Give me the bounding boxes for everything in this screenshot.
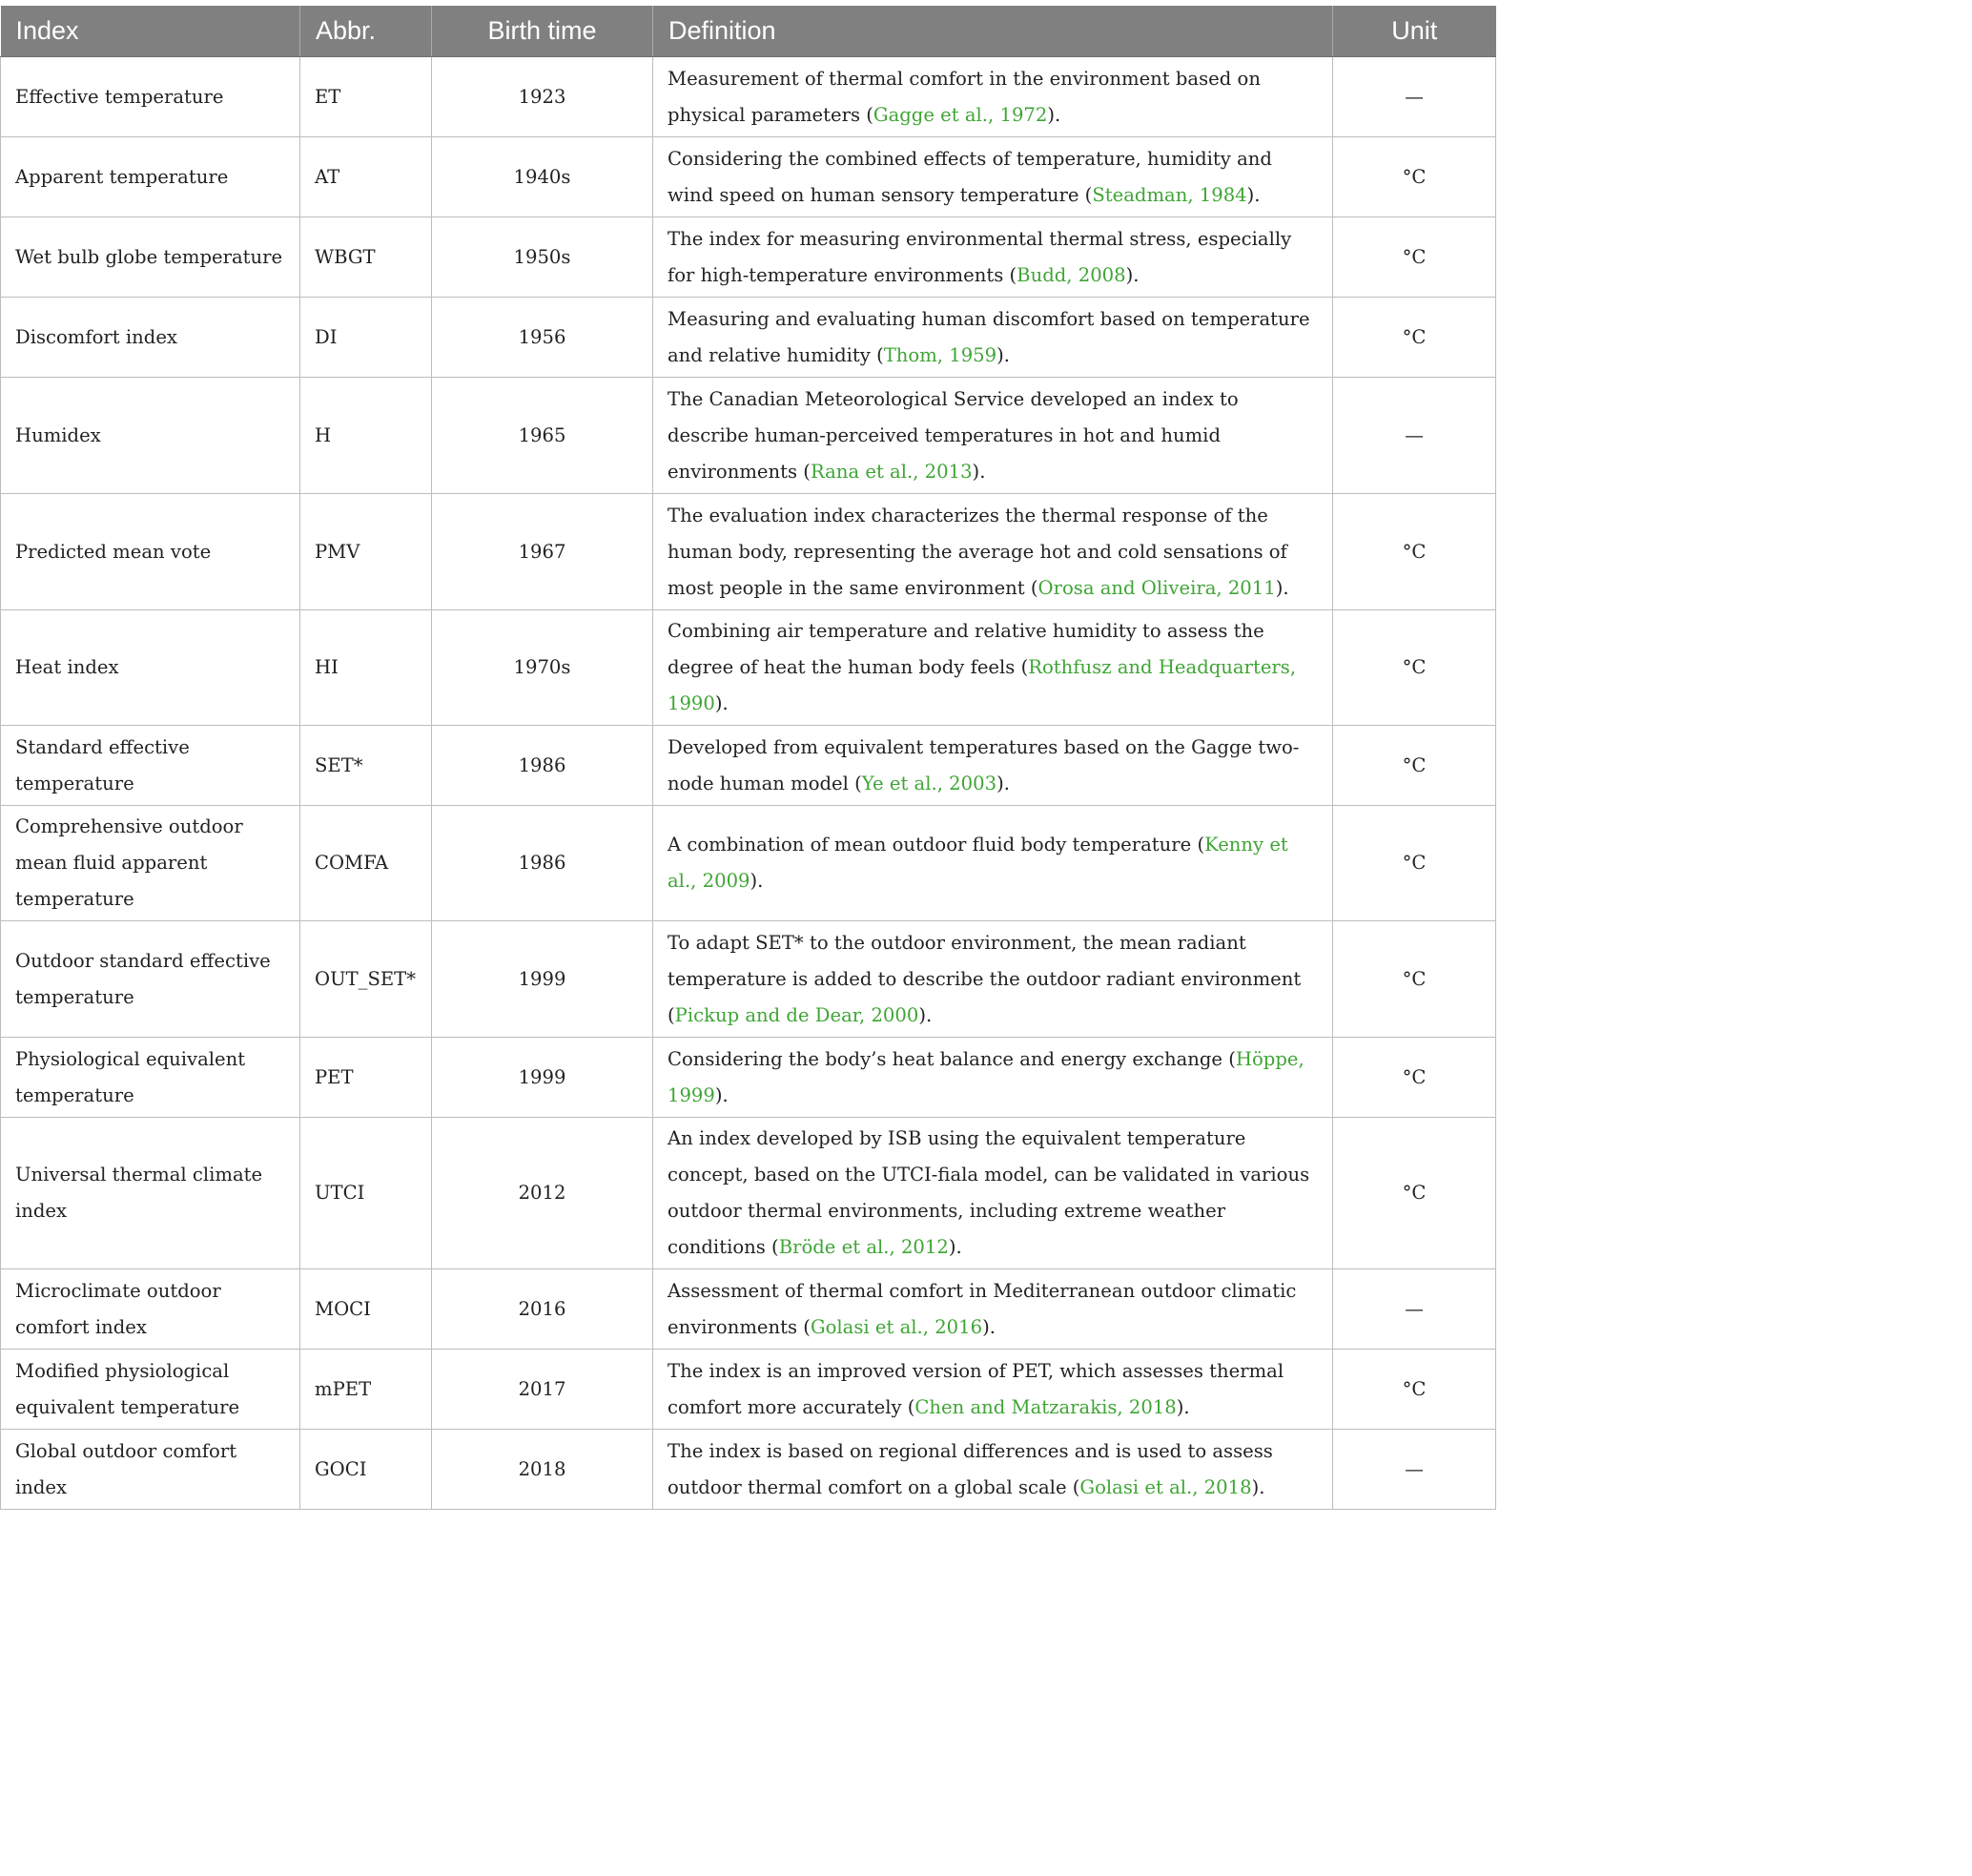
cell-unit: °C bbox=[1333, 726, 1496, 806]
cell-birth-time: 2018 bbox=[432, 1430, 653, 1510]
citation-link[interactable]: Pickup and de Dear, 2000 bbox=[674, 1003, 919, 1026]
table-row bbox=[1, 137, 1496, 217]
cell-abbr: MOCI bbox=[300, 1269, 432, 1350]
cell-index: Effective temperature bbox=[1, 57, 300, 137]
cell-birth-time: 1999 bbox=[432, 1038, 653, 1118]
table-header bbox=[1, 6, 1496, 57]
cell-birth-time: 1967 bbox=[432, 494, 653, 610]
definition-text: Combining air temperature and relative humidity to assess the degree of heat the human body feels ( bbox=[668, 620, 1264, 678]
cell-birth-time: 1923 bbox=[432, 57, 653, 137]
cell-unit: — bbox=[1333, 1430, 1496, 1510]
cell-abbr: SET* bbox=[300, 726, 432, 806]
definition-text: Developed from equivalent temperatures based on the Gagge two-node human model ( bbox=[668, 735, 1300, 794]
table-row bbox=[1, 921, 1496, 1038]
citation-link[interactable]: Golasi et al., 2018 bbox=[1079, 1475, 1252, 1498]
cell-abbr: COMFA bbox=[300, 806, 432, 921]
cell-unit: — bbox=[1333, 57, 1496, 137]
definition-text: The Canadian Meteorological Service developed an index to describe human-perceived temperatures in hot and humid environments ( bbox=[668, 387, 1239, 483]
cell-index: Universal thermal climate index bbox=[1, 1118, 300, 1269]
definition-text: The index is an improved version of PET, which assesses thermal comfort more accurately ( bbox=[668, 1359, 1284, 1418]
table-row bbox=[1, 1038, 1496, 1118]
definition-text: The index for measuring environmental thermal stress, especially for high-temperature environments ( bbox=[668, 227, 1292, 286]
definition-end: ). bbox=[1251, 1475, 1265, 1498]
table-row bbox=[1, 1350, 1496, 1430]
definition-text: The index is based on regional differences and is used to assess outdoor thermal comfort on a global scale ( bbox=[668, 1439, 1273, 1498]
cell-unit: — bbox=[1333, 378, 1496, 494]
cell-index: Discomfort index bbox=[1, 298, 300, 378]
cell-definition bbox=[653, 1430, 1333, 1510]
cell-index: Humidex bbox=[1, 378, 300, 494]
citation-link[interactable]: Chen and Matzarakis, 2018 bbox=[914, 1395, 1177, 1418]
cell-definition bbox=[653, 921, 1333, 1038]
citation-link[interactable]: Kenny et al., 2009 bbox=[668, 834, 1288, 892]
cell-index: Predicted mean vote bbox=[1, 494, 300, 610]
header-unit: Unit bbox=[1333, 6, 1496, 57]
thermal-index-table bbox=[0, 6, 1496, 1510]
cell-birth-time: 1940s bbox=[432, 137, 653, 217]
table-row bbox=[1, 1269, 1496, 1350]
definition-text: An index developed by ISB using the equivalent temperature concept, based on the UTCI-fiala model, can be validated in various outdoor thermal environments, including extreme weather conditions ( bbox=[668, 1127, 1310, 1258]
cell-birth-time: 1986 bbox=[432, 806, 653, 921]
cell-unit: °C bbox=[1333, 137, 1496, 217]
definition-end: ). bbox=[972, 460, 986, 483]
cell-abbr: DI bbox=[300, 298, 432, 378]
definition-end: ). bbox=[1176, 1395, 1190, 1418]
header-index: Index bbox=[1, 6, 300, 57]
cell-abbr: GOCI bbox=[300, 1430, 432, 1510]
cell-index: Apparent temperature bbox=[1, 137, 300, 217]
definition-text: Considering the combined effects of temperature, humidity and wind speed on human sensory temperature ( bbox=[668, 147, 1272, 206]
cell-unit: °C bbox=[1333, 494, 1496, 610]
cell-abbr: PET bbox=[300, 1038, 432, 1118]
cell-unit: °C bbox=[1333, 610, 1496, 726]
cell-abbr: HI bbox=[300, 610, 432, 726]
definition-end: ). bbox=[714, 692, 729, 714]
cell-birth-time: 1965 bbox=[432, 378, 653, 494]
definition-text: Considering the body’s heat balance and energy exchange ( bbox=[668, 1047, 1236, 1070]
cell-unit: °C bbox=[1333, 1118, 1496, 1269]
cell-definition bbox=[653, 806, 1333, 921]
cell-abbr: ET bbox=[300, 57, 432, 137]
cell-definition bbox=[653, 1350, 1333, 1430]
cell-index: Comprehensive outdoor mean fluid apparent temperature bbox=[1, 806, 300, 921]
definition-end: ). bbox=[1246, 183, 1261, 206]
cell-birth-time: 2017 bbox=[432, 1350, 653, 1430]
cell-unit: °C bbox=[1333, 921, 1496, 1038]
cell-unit: °C bbox=[1333, 1350, 1496, 1430]
table-row bbox=[1, 726, 1496, 806]
cell-birth-time: 1999 bbox=[432, 921, 653, 1038]
citation-link[interactable]: Orosa and Oliveira, 2011 bbox=[1037, 576, 1276, 599]
cell-birth-time: 1950s bbox=[432, 217, 653, 298]
cell-index: Wet bulb globe temperature bbox=[1, 217, 300, 298]
definition-end: ). bbox=[948, 1236, 962, 1258]
cell-abbr: H bbox=[300, 378, 432, 494]
cell-definition bbox=[653, 1118, 1333, 1269]
definition-end: ). bbox=[1125, 263, 1140, 286]
table-row bbox=[1, 806, 1496, 921]
cell-birth-time: 1956 bbox=[432, 298, 653, 378]
cell-birth-time: 2012 bbox=[432, 1118, 653, 1269]
cell-unit: °C bbox=[1333, 1038, 1496, 1118]
table-row bbox=[1, 217, 1496, 298]
header-abbr: Abbr. bbox=[300, 6, 432, 57]
citation-link[interactable]: Gagge et al., 1972 bbox=[873, 103, 1048, 126]
citation-link[interactable]: Bröde et al., 2012 bbox=[778, 1236, 949, 1258]
definition-text: A combination of mean outdoor fluid body temperature ( bbox=[668, 834, 1205, 856]
table-row bbox=[1, 298, 1496, 378]
definition-end: ). bbox=[996, 343, 1010, 366]
cell-index: Physiological equivalent temperature bbox=[1, 1038, 300, 1118]
cell-index: Outdoor standard effective temperature bbox=[1, 921, 300, 1038]
cell-index: Modified physiological equivalent temperature bbox=[1, 1350, 300, 1430]
cell-birth-time: 1970s bbox=[432, 610, 653, 726]
cell-abbr: PMV bbox=[300, 494, 432, 610]
cell-definition bbox=[653, 610, 1333, 726]
cell-abbr: AT bbox=[300, 137, 432, 217]
citation-link[interactable]: Ye et al., 2003 bbox=[861, 772, 997, 794]
definition-text: The evaluation index characterizes the thermal response of the human body, representing the average hot and cold sensations of most people in the same environment ( bbox=[668, 504, 1287, 599]
citation-link[interactable]: Rothfusz and Headquarters, 1990 bbox=[668, 656, 1297, 714]
cell-birth-time: 1986 bbox=[432, 726, 653, 806]
table-row bbox=[1, 610, 1496, 726]
definition-end: ). bbox=[1275, 576, 1289, 599]
cell-birth-time: 2016 bbox=[432, 1269, 653, 1350]
table-row bbox=[1, 378, 1496, 494]
cell-definition bbox=[653, 1038, 1333, 1118]
cell-abbr: mPET bbox=[300, 1350, 432, 1430]
cell-definition bbox=[653, 57, 1333, 137]
cell-unit: °C bbox=[1333, 217, 1496, 298]
definition-text: Measuring and evaluating human discomfort based on temperature and relative humidity ( bbox=[668, 307, 1310, 366]
cell-index: Global outdoor comfort index bbox=[1, 1430, 300, 1510]
table-body bbox=[1, 57, 1496, 1510]
definition-text: To adapt SET* to the outdoor environment, the mean radiant temperature is added to describe the outdoor radiant environment ( bbox=[668, 931, 1302, 1026]
cell-definition bbox=[653, 137, 1333, 217]
cell-index: Heat index bbox=[1, 610, 300, 726]
table-row bbox=[1, 494, 1496, 610]
cell-unit: °C bbox=[1333, 806, 1496, 921]
header-definition: Definition bbox=[653, 6, 1333, 57]
cell-definition bbox=[653, 1269, 1333, 1350]
definition-end: ). bbox=[714, 1083, 729, 1106]
table-row bbox=[1, 57, 1496, 137]
definition-end: ). bbox=[918, 1003, 933, 1026]
citation-link[interactable]: Steadman, 1984 bbox=[1092, 183, 1247, 206]
cell-unit: °C bbox=[1333, 298, 1496, 378]
definition-end: ). bbox=[996, 772, 1010, 794]
cell-definition bbox=[653, 217, 1333, 298]
table-row bbox=[1, 1430, 1496, 1510]
cell-index: Microclimate outdoor comfort index bbox=[1, 1269, 300, 1350]
cell-definition bbox=[653, 298, 1333, 378]
header-birth-time: Birth time bbox=[432, 6, 653, 57]
citation-link[interactable]: Rana et al., 2013 bbox=[810, 460, 973, 483]
citation-link[interactable]: Golasi et al., 2016 bbox=[810, 1315, 983, 1338]
definition-text: Measurement of thermal comfort in the environment based on physical parameters ( bbox=[668, 67, 1261, 126]
definition-text: Assessment of thermal comfort in Mediterranean outdoor climatic environments ( bbox=[668, 1279, 1297, 1338]
cell-index: Standard effective temperature bbox=[1, 726, 300, 806]
cell-definition bbox=[653, 378, 1333, 494]
cell-definition bbox=[653, 494, 1333, 610]
cell-abbr: WBGT bbox=[300, 217, 432, 298]
cell-definition bbox=[653, 726, 1333, 806]
citation-link[interactable]: Budd, 2008 bbox=[1017, 263, 1126, 286]
citation-link[interactable]: Höppe, 1999 bbox=[668, 1047, 1304, 1106]
header-row bbox=[1, 6, 1496, 57]
cell-unit: — bbox=[1333, 1269, 1496, 1350]
definition-end: ). bbox=[750, 870, 764, 892]
definition-end: ). bbox=[982, 1315, 996, 1338]
definition-end: ). bbox=[1047, 103, 1061, 126]
cell-abbr: UTCI bbox=[300, 1118, 432, 1269]
citation-link[interactable]: Thom, 1959 bbox=[883, 343, 997, 366]
cell-abbr: OUT_SET* bbox=[300, 921, 432, 1038]
table-row bbox=[1, 1118, 1496, 1269]
